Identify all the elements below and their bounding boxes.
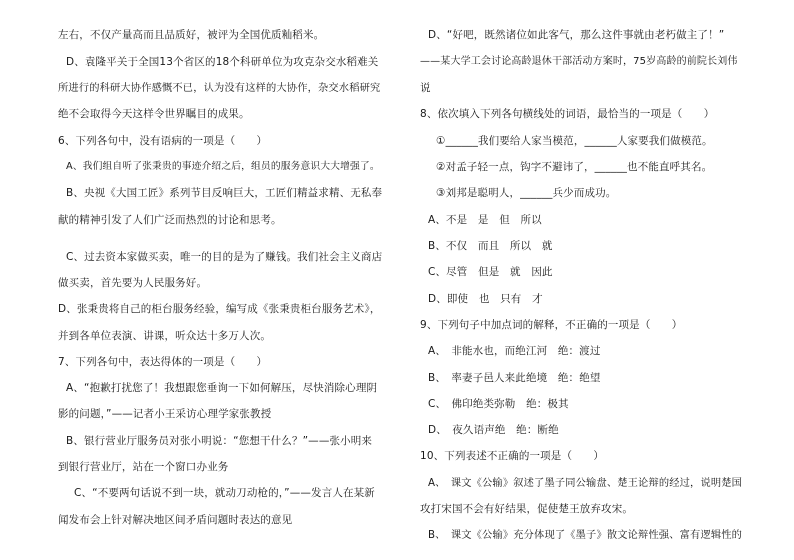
question-6-stem: 6、下列各句中，没有语病的一项是（ ）: [58, 135, 268, 147]
left-line-2: D、袁隆平关于全国13个省区的18个科研单位为攻克杂交水稻难关: [66, 56, 379, 68]
left-line-17: 到银行营业厅，站在一个窗口办业务: [58, 461, 229, 473]
left-line-19: 闻发布会上针对解决地区间矛盾问题时表达的意见: [58, 514, 293, 526]
question-8-option-c: C、尽管 但是 就 因此: [428, 266, 553, 278]
question-7-option-c: C、“不要两句话说不到一块，就动刀动枪的，”——发言人在某新: [74, 487, 375, 499]
left-line-1: 左右，不仅产量高而且品质好，被评为全国优质籼稻米。: [58, 29, 325, 41]
question-9-stem: 9、下列句子中加点词的解释，不正确的一项是（ ）: [420, 319, 683, 331]
question-9-option-d: D、 夜久语声绝 绝：断绝: [428, 424, 559, 436]
question-10-option-b: B、 课文《公输》充分体现了《墨子》散文论辩性强、富有逻辑性的: [428, 529, 743, 541]
right-line-2: ——某大学工会讨论高龄退休干部活动方案时，75岁高龄的前院长刘伟: [420, 56, 738, 67]
question-9-option-b: B、 率妻子邑人来此绝境 绝：绝望: [428, 372, 601, 384]
left-line-12: 并到各单位表演、讲课，听众达十多万人次。: [58, 330, 271, 342]
question-8-option-b: B、不仅 而且 所以 就: [428, 240, 553, 252]
question-6-option-a: A、我们组自听了张秉贵的事迹介绍之后，组员的服务意识大大增强了。: [66, 161, 380, 172]
question-7-stem: 7、下列各句中，表达得体的一项是（ ）: [58, 356, 268, 368]
question-6-option-b: B、央视《大国工匠》系列节目反响巨大，工匠们精益求精、无私奉: [66, 187, 383, 199]
question-7-option-b: B、银行营业厅服务员对张小明说：“您想干什么？”——张小明来: [66, 435, 373, 447]
question-8-sentence-1: ①______我们要给人家当模范，______人家要我们做模范。: [436, 135, 713, 147]
question-7-option-d: D、“好吧，既然诸位如此客气，那么这件事就由老朽做主了！”: [428, 29, 725, 41]
question-9-option-c: C、 佛印绝类弥勒 绝：极其: [428, 398, 569, 410]
left-line-15: 影的问题，”——记者小王采访心理学家张教授: [58, 408, 272, 420]
left-line-8: 献的精神引发了人们广泛而热烈的讨论和思考。: [58, 214, 282, 226]
right-line-19: 攻打宋国不会有好结果，促使楚王放弃攻宋。: [420, 503, 633, 515]
question-9-option-a: A、 非能水也，而绝江河 绝：渡过: [428, 345, 601, 357]
left-line-4: 绝不会取得今天这样令世界瞩目的成果。: [58, 108, 250, 120]
question-8-option-a: A、不是 是 但 所以: [428, 214, 542, 226]
left-line-10: 做买卖，首先要为人民服务好。: [58, 277, 208, 289]
question-6-option-c: C、过去资本家做买卖，唯一的目的是为了赚钱。我们社会主义商店: [66, 251, 383, 263]
question-8-sentence-3: ③刘邦是聪明人，______兵少而成功。: [436, 187, 617, 199]
question-8-sentence-2: ②对孟子轻一点，钩字不避讳了，______也不能直呼其名。: [436, 161, 713, 173]
right-line-3: 说: [420, 82, 431, 94]
left-line-3: 所进行的科研大协作感慨不已，认为没有这样的大协作，杂交水稻研究: [58, 82, 381, 94]
question-7-option-a: A、“抱歉打扰您了！我想跟您垂询一下如何解压，尽快消除心理阴: [66, 382, 378, 394]
question-8-option-d: D、即使 也 只有 才: [428, 293, 543, 305]
question-8-stem: 8、依次填入下列各句横线处的词语，最恰当的一项是（ ）: [420, 108, 715, 120]
question-10-stem: 10、下列表述不正确的一项是（ ）: [420, 450, 605, 462]
question-10-option-a: A、 课文《公输》叙述了墨子同公输盘、楚王论辩的经过，说明楚国: [428, 477, 743, 489]
question-6-option-d: D、张秉贵将自己的柜台服务经验，编写成《张秉贵柜台服务艺术》，: [58, 303, 381, 315]
